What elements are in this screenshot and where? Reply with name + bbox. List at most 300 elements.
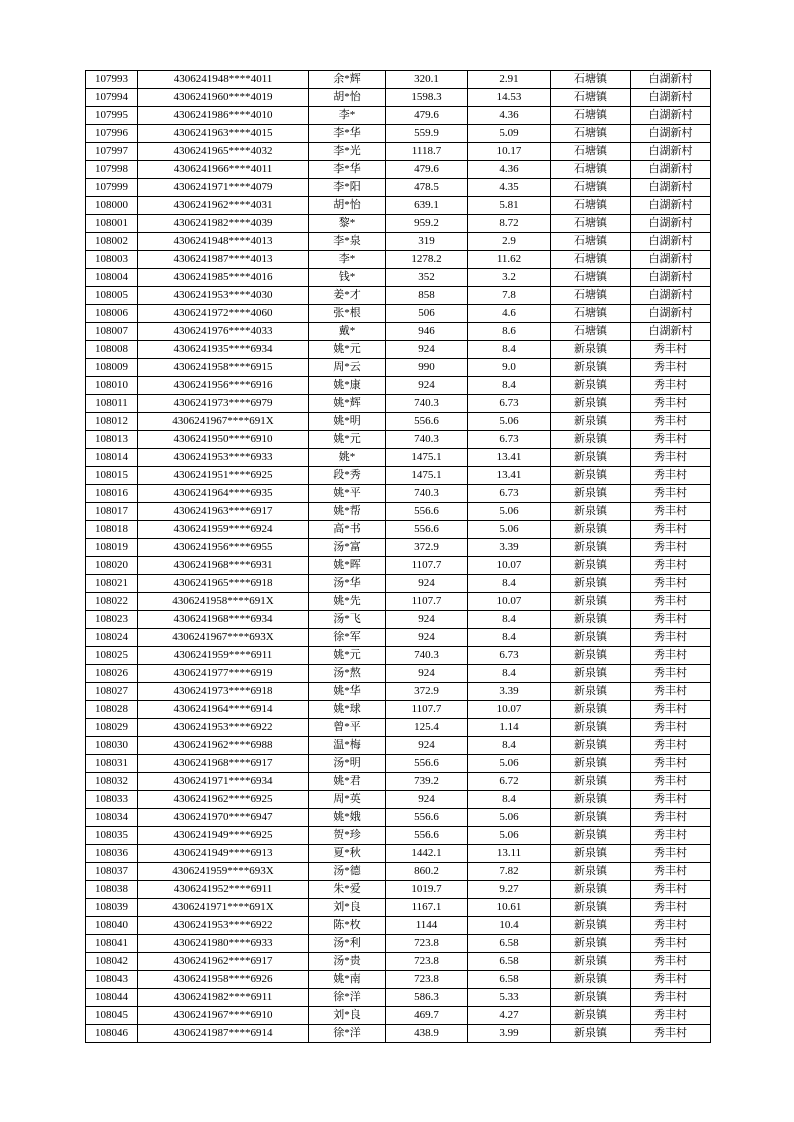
serial-cell: 107996	[86, 125, 138, 143]
village-cell: 秀丰村	[631, 431, 711, 449]
village-cell: 秀丰村	[631, 395, 711, 413]
table-row	[86, 287, 711, 305]
rate-cell: 14.53	[468, 89, 551, 107]
rate-cell: 5.06	[468, 755, 551, 773]
serial-cell: 108031	[86, 755, 138, 773]
name-cell: 姚*康	[309, 377, 386, 395]
table-row	[86, 809, 711, 827]
name-cell: 周*英	[309, 791, 386, 809]
id-number-cell: 4306241973****6979	[138, 395, 309, 413]
amount-cell: 478.5	[386, 179, 468, 197]
town-cell: 新泉镇	[551, 521, 631, 539]
table-row	[86, 215, 711, 233]
name-cell: 汤*德	[309, 863, 386, 881]
serial-cell: 108044	[86, 989, 138, 1007]
serial-cell: 108028	[86, 701, 138, 719]
serial-cell: 108009	[86, 359, 138, 377]
table-row	[86, 917, 711, 935]
rate-cell: 4.36	[468, 161, 551, 179]
serial-cell: 108015	[86, 467, 138, 485]
town-cell: 石塘镇	[551, 287, 631, 305]
serial-cell: 107998	[86, 161, 138, 179]
amount-cell: 1475.1	[386, 449, 468, 467]
amount-cell: 556.6	[386, 827, 468, 845]
name-cell: 姚*晖	[309, 557, 386, 575]
amount-cell: 1598.3	[386, 89, 468, 107]
town-cell: 新泉镇	[551, 773, 631, 791]
id-number-cell: 4306241956****6916	[138, 377, 309, 395]
table-row	[86, 539, 711, 557]
serial-cell: 108004	[86, 269, 138, 287]
serial-cell: 108039	[86, 899, 138, 917]
id-number-cell: 4306241968****6934	[138, 611, 309, 629]
id-number-cell: 4306241958****691X	[138, 593, 309, 611]
town-cell: 新泉镇	[551, 881, 631, 899]
amount-cell: 479.6	[386, 107, 468, 125]
serial-cell: 108016	[86, 485, 138, 503]
town-cell: 新泉镇	[551, 1007, 631, 1025]
serial-cell: 108010	[86, 377, 138, 395]
id-number-cell: 4306241971****691X	[138, 899, 309, 917]
rate-cell: 6.73	[468, 647, 551, 665]
amount-cell: 740.3	[386, 395, 468, 413]
name-cell: 段*秀	[309, 467, 386, 485]
village-cell: 秀丰村	[631, 827, 711, 845]
id-number-cell: 4306241953****4030	[138, 287, 309, 305]
town-cell: 新泉镇	[551, 683, 631, 701]
name-cell: 贺*珍	[309, 827, 386, 845]
village-cell: 秀丰村	[631, 557, 711, 575]
town-cell: 石塘镇	[551, 305, 631, 323]
town-cell: 新泉镇	[551, 503, 631, 521]
rate-cell: 9.27	[468, 881, 551, 899]
name-cell: 陈*枚	[309, 917, 386, 935]
town-cell: 石塘镇	[551, 161, 631, 179]
name-cell: 汤*贵	[309, 953, 386, 971]
serial-cell: 108034	[86, 809, 138, 827]
village-cell: 秀丰村	[631, 701, 711, 719]
amount-cell: 556.6	[386, 413, 468, 431]
id-number-cell: 4306241953****6922	[138, 917, 309, 935]
village-cell: 秀丰村	[631, 467, 711, 485]
amount-cell: 639.1	[386, 197, 468, 215]
id-number-cell: 4306241962****6988	[138, 737, 309, 755]
village-cell: 秀丰村	[631, 863, 711, 881]
rate-cell: 5.06	[468, 521, 551, 539]
name-cell: 钱*	[309, 269, 386, 287]
town-cell: 新泉镇	[551, 575, 631, 593]
table-row	[86, 395, 711, 413]
village-cell: 白湖新村	[631, 269, 711, 287]
amount-cell: 1278.2	[386, 251, 468, 269]
name-cell: 姚*辉	[309, 395, 386, 413]
table-row	[86, 827, 711, 845]
town-cell: 新泉镇	[551, 899, 631, 917]
town-cell: 石塘镇	[551, 233, 631, 251]
village-cell: 秀丰村	[631, 665, 711, 683]
town-cell: 新泉镇	[551, 737, 631, 755]
town-cell: 石塘镇	[551, 71, 631, 89]
town-cell: 石塘镇	[551, 125, 631, 143]
town-cell: 新泉镇	[551, 377, 631, 395]
town-cell: 新泉镇	[551, 431, 631, 449]
town-cell: 新泉镇	[551, 719, 631, 737]
serial-cell: 108008	[86, 341, 138, 359]
rate-cell: 6.73	[468, 431, 551, 449]
village-cell: 白湖新村	[631, 233, 711, 251]
id-number-cell: 4306241967****6910	[138, 1007, 309, 1025]
id-number-cell: 4306241980****6933	[138, 935, 309, 953]
town-cell: 新泉镇	[551, 449, 631, 467]
name-cell: 姚*球	[309, 701, 386, 719]
serial-cell: 108020	[86, 557, 138, 575]
amount-cell: 924	[386, 377, 468, 395]
serial-cell: 108005	[86, 287, 138, 305]
village-cell: 秀丰村	[631, 773, 711, 791]
id-number-cell: 4306241985****4016	[138, 269, 309, 287]
rate-cell: 7.82	[468, 863, 551, 881]
amount-cell: 723.8	[386, 935, 468, 953]
rate-cell: 8.72	[468, 215, 551, 233]
name-cell: 姚*华	[309, 683, 386, 701]
id-number-cell: 4306241948****4011	[138, 71, 309, 89]
village-cell: 白湖新村	[631, 305, 711, 323]
serial-cell: 108012	[86, 413, 138, 431]
name-cell: 汤*富	[309, 539, 386, 557]
rate-cell: 4.6	[468, 305, 551, 323]
amount-cell: 740.3	[386, 647, 468, 665]
town-cell: 新泉镇	[551, 989, 631, 1007]
id-number-cell: 4306241959****6924	[138, 521, 309, 539]
rate-cell: 6.58	[468, 953, 551, 971]
amount-cell: 1442.1	[386, 845, 468, 863]
village-cell: 白湖新村	[631, 197, 711, 215]
id-number-cell: 4306241951****6925	[138, 467, 309, 485]
town-cell: 新泉镇	[551, 341, 631, 359]
village-cell: 秀丰村	[631, 935, 711, 953]
rate-cell: 10.17	[468, 143, 551, 161]
rate-cell: 8.4	[468, 737, 551, 755]
id-number-cell: 4306241977****6919	[138, 665, 309, 683]
amount-cell: 740.3	[386, 431, 468, 449]
village-cell: 秀丰村	[631, 683, 711, 701]
amount-cell: 924	[386, 611, 468, 629]
name-cell: 李*	[309, 107, 386, 125]
town-cell: 新泉镇	[551, 395, 631, 413]
serial-cell: 108023	[86, 611, 138, 629]
table-row	[86, 755, 711, 773]
town-cell: 新泉镇	[551, 1025, 631, 1043]
rate-cell: 9.0	[468, 359, 551, 377]
id-number-cell: 4306241960****4019	[138, 89, 309, 107]
serial-cell: 108017	[86, 503, 138, 521]
table-row	[86, 89, 711, 107]
table-row	[86, 71, 711, 89]
town-cell: 新泉镇	[551, 827, 631, 845]
serial-cell: 108030	[86, 737, 138, 755]
village-cell: 白湖新村	[631, 323, 711, 341]
village-cell: 秀丰村	[631, 791, 711, 809]
id-number-cell: 4306241982****6911	[138, 989, 309, 1007]
rate-cell: 8.4	[468, 611, 551, 629]
name-cell: 李*	[309, 251, 386, 269]
town-cell: 新泉镇	[551, 557, 631, 575]
amount-cell: 924	[386, 341, 468, 359]
village-cell: 白湖新村	[631, 71, 711, 89]
serial-cell: 108019	[86, 539, 138, 557]
town-cell: 石塘镇	[551, 107, 631, 125]
rate-cell: 7.8	[468, 287, 551, 305]
town-cell: 石塘镇	[551, 215, 631, 233]
town-cell: 新泉镇	[551, 809, 631, 827]
village-cell: 秀丰村	[631, 1025, 711, 1043]
amount-cell: 959.2	[386, 215, 468, 233]
town-cell: 新泉镇	[551, 485, 631, 503]
id-number-cell: 4306241952****6911	[138, 881, 309, 899]
rate-cell: 4.35	[468, 179, 551, 197]
table-row	[86, 701, 711, 719]
village-cell: 秀丰村	[631, 593, 711, 611]
village-cell: 白湖新村	[631, 125, 711, 143]
village-cell: 秀丰村	[631, 377, 711, 395]
table-row	[86, 107, 711, 125]
serial-cell: 108011	[86, 395, 138, 413]
id-number-cell: 4306241963****6917	[138, 503, 309, 521]
id-number-cell: 4306241971****4079	[138, 179, 309, 197]
village-cell: 秀丰村	[631, 629, 711, 647]
village-cell: 秀丰村	[631, 503, 711, 521]
town-cell: 新泉镇	[551, 539, 631, 557]
records-table-body	[86, 71, 711, 1043]
village-cell: 秀丰村	[631, 755, 711, 773]
table-row	[86, 359, 711, 377]
amount-cell: 860.2	[386, 863, 468, 881]
serial-cell: 108043	[86, 971, 138, 989]
serial-cell: 107995	[86, 107, 138, 125]
id-number-cell: 4306241949****6913	[138, 845, 309, 863]
table-row	[86, 773, 711, 791]
table-row	[86, 845, 711, 863]
serial-cell: 108042	[86, 953, 138, 971]
name-cell: 汤*华	[309, 575, 386, 593]
name-cell: 刘*良	[309, 1007, 386, 1025]
rate-cell: 6.72	[468, 773, 551, 791]
rate-cell: 3.99	[468, 1025, 551, 1043]
table-row	[86, 197, 711, 215]
rate-cell: 4.36	[468, 107, 551, 125]
id-number-cell: 4306241958****6915	[138, 359, 309, 377]
name-cell: 李*华	[309, 125, 386, 143]
village-cell: 秀丰村	[631, 845, 711, 863]
serial-cell: 108041	[86, 935, 138, 953]
table-row	[86, 863, 711, 881]
name-cell: 温*梅	[309, 737, 386, 755]
id-number-cell: 4306241959****693X	[138, 863, 309, 881]
name-cell: 曾*平	[309, 719, 386, 737]
town-cell: 新泉镇	[551, 629, 631, 647]
table-row	[86, 125, 711, 143]
serial-cell: 108003	[86, 251, 138, 269]
town-cell: 新泉镇	[551, 935, 631, 953]
name-cell: 姚*元	[309, 647, 386, 665]
rate-cell: 5.06	[468, 503, 551, 521]
name-cell: 姚*	[309, 449, 386, 467]
rate-cell: 5.06	[468, 827, 551, 845]
town-cell: 石塘镇	[551, 323, 631, 341]
amount-cell: 1107.7	[386, 557, 468, 575]
rate-cell: 8.4	[468, 665, 551, 683]
rate-cell: 5.33	[468, 989, 551, 1007]
village-cell: 秀丰村	[631, 899, 711, 917]
serial-cell: 107993	[86, 71, 138, 89]
name-cell: 朱*爱	[309, 881, 386, 899]
amount-cell: 372.9	[386, 683, 468, 701]
name-cell: 夏*秋	[309, 845, 386, 863]
village-cell: 秀丰村	[631, 719, 711, 737]
rate-cell: 10.61	[468, 899, 551, 917]
town-cell: 新泉镇	[551, 863, 631, 881]
rate-cell: 1.14	[468, 719, 551, 737]
village-cell: 秀丰村	[631, 341, 711, 359]
rate-cell: 11.62	[468, 251, 551, 269]
name-cell: 李*泉	[309, 233, 386, 251]
name-cell: 高*书	[309, 521, 386, 539]
village-cell: 秀丰村	[631, 809, 711, 827]
amount-cell: 372.9	[386, 539, 468, 557]
name-cell: 胡*怡	[309, 197, 386, 215]
name-cell: 余*辉	[309, 71, 386, 89]
id-number-cell: 4306241962****6925	[138, 791, 309, 809]
table-row	[86, 575, 711, 593]
village-cell: 白湖新村	[631, 287, 711, 305]
rate-cell: 2.91	[468, 71, 551, 89]
id-number-cell: 4306241958****6926	[138, 971, 309, 989]
name-cell: 汤*明	[309, 755, 386, 773]
village-cell: 白湖新村	[631, 215, 711, 233]
id-number-cell: 4306241972****4060	[138, 305, 309, 323]
serial-cell: 108040	[86, 917, 138, 935]
rate-cell: 5.81	[468, 197, 551, 215]
serial-cell: 108018	[86, 521, 138, 539]
table-row	[86, 323, 711, 341]
table-row	[86, 143, 711, 161]
serial-cell: 108032	[86, 773, 138, 791]
town-cell: 新泉镇	[551, 665, 631, 683]
id-number-cell: 4306241973****6918	[138, 683, 309, 701]
name-cell: 李*华	[309, 161, 386, 179]
rate-cell: 8.6	[468, 323, 551, 341]
village-cell: 秀丰村	[631, 575, 711, 593]
village-cell: 秀丰村	[631, 881, 711, 899]
name-cell: 汤*熬	[309, 665, 386, 683]
table-row	[86, 179, 711, 197]
rate-cell: 13.11	[468, 845, 551, 863]
rate-cell: 5.06	[468, 413, 551, 431]
name-cell: 李*光	[309, 143, 386, 161]
name-cell: 姚*君	[309, 773, 386, 791]
town-cell: 新泉镇	[551, 647, 631, 665]
id-number-cell: 4306241935****6934	[138, 341, 309, 359]
amount-cell: 1107.7	[386, 701, 468, 719]
id-number-cell: 4306241959****6911	[138, 647, 309, 665]
town-cell: 新泉镇	[551, 791, 631, 809]
table-row	[86, 665, 711, 683]
serial-cell: 108006	[86, 305, 138, 323]
amount-cell: 556.6	[386, 521, 468, 539]
serial-cell: 108035	[86, 827, 138, 845]
rate-cell: 5.09	[468, 125, 551, 143]
amount-cell: 586.3	[386, 989, 468, 1007]
id-number-cell: 4306241987****4013	[138, 251, 309, 269]
rate-cell: 10.07	[468, 557, 551, 575]
town-cell: 新泉镇	[551, 611, 631, 629]
amount-cell: 990	[386, 359, 468, 377]
id-number-cell: 4306241986****4010	[138, 107, 309, 125]
village-cell: 秀丰村	[631, 521, 711, 539]
table-row	[86, 449, 711, 467]
table-row	[86, 521, 711, 539]
serial-cell: 108036	[86, 845, 138, 863]
town-cell: 石塘镇	[551, 143, 631, 161]
rate-cell: 6.58	[468, 935, 551, 953]
rate-cell: 3.39	[468, 539, 551, 557]
amount-cell: 946	[386, 323, 468, 341]
name-cell: 徐*洋	[309, 1025, 386, 1043]
serial-cell: 108033	[86, 791, 138, 809]
serial-cell: 108007	[86, 323, 138, 341]
village-cell: 白湖新村	[631, 143, 711, 161]
amount-cell: 559.9	[386, 125, 468, 143]
village-cell: 白湖新村	[631, 89, 711, 107]
town-cell: 新泉镇	[551, 917, 631, 935]
table-row	[86, 557, 711, 575]
rate-cell: 13.41	[468, 467, 551, 485]
town-cell: 石塘镇	[551, 197, 631, 215]
serial-cell: 108000	[86, 197, 138, 215]
amount-cell: 506	[386, 305, 468, 323]
village-cell: 秀丰村	[631, 737, 711, 755]
amount-cell: 1144	[386, 917, 468, 935]
rate-cell: 6.73	[468, 395, 551, 413]
id-number-cell: 4306241967****693X	[138, 629, 309, 647]
amount-cell: 319	[386, 233, 468, 251]
amount-cell: 556.6	[386, 755, 468, 773]
amount-cell: 1167.1	[386, 899, 468, 917]
town-cell: 新泉镇	[551, 359, 631, 377]
village-cell: 白湖新村	[631, 251, 711, 269]
village-cell: 白湖新村	[631, 179, 711, 197]
name-cell: 姚*明	[309, 413, 386, 431]
rate-cell: 6.58	[468, 971, 551, 989]
table-row	[86, 935, 711, 953]
table-row	[86, 593, 711, 611]
id-number-cell: 4306241976****4033	[138, 323, 309, 341]
rate-cell: 8.4	[468, 575, 551, 593]
table-row	[86, 899, 711, 917]
rate-cell: 6.73	[468, 485, 551, 503]
id-number-cell: 4306241962****4031	[138, 197, 309, 215]
table-row	[86, 611, 711, 629]
id-number-cell: 4306241968****6917	[138, 755, 309, 773]
town-cell: 石塘镇	[551, 269, 631, 287]
table-row	[86, 881, 711, 899]
rate-cell: 13.41	[468, 449, 551, 467]
records-table	[85, 70, 711, 1043]
id-number-cell: 4306241967****691X	[138, 413, 309, 431]
town-cell: 新泉镇	[551, 971, 631, 989]
name-cell: 姚*娥	[309, 809, 386, 827]
amount-cell: 723.8	[386, 953, 468, 971]
